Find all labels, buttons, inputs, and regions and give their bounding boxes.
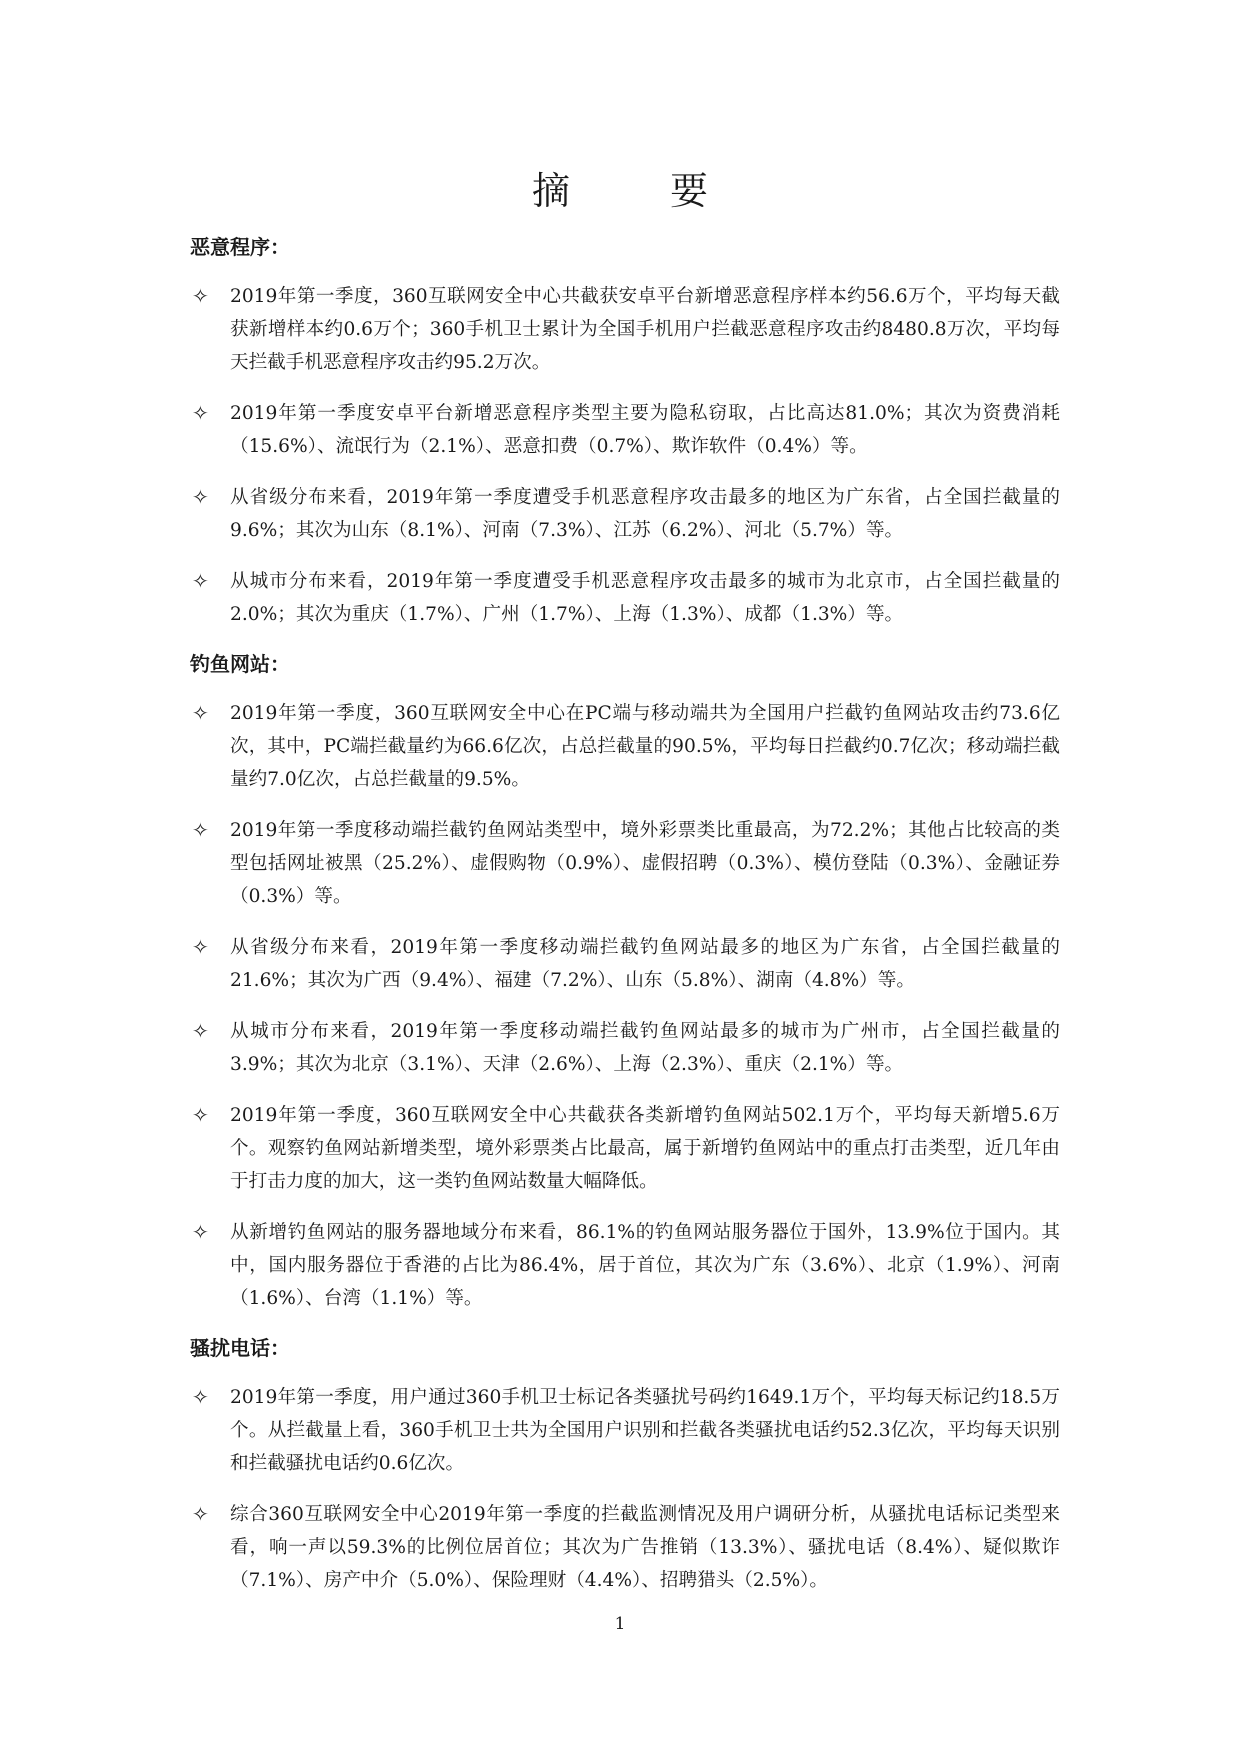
list-item: [190, 1381, 1060, 1480]
section-heading: 钓鱼网站：: [190, 652, 290, 676]
bullet-list: [190, 280, 1060, 631]
bullet-list: [190, 697, 1060, 1315]
list-item: [190, 481, 1060, 547]
diamond-bullet-icon: ✧: [192, 935, 209, 959]
diamond-bullet-icon: ✧: [192, 818, 209, 842]
list-item: [190, 697, 1060, 796]
item-text: 从省级分布来看，2019年第一季度遭受手机恶意程序攻击最多的地区为广东省，占全国拦截量的9.6%；其次为山东（8.1%）、河南（7.3%）、江苏（6.2%）、河北（5.7%）等。: [230, 487, 1060, 541]
section-heading: 骚扰电话：: [190, 1336, 290, 1360]
list-item: [190, 1099, 1060, 1198]
item-text: 2019年第一季度，360互联网安全中心共截获安卓平台新增恶意程序样本约56.6万个，平均每天截获新增样本约0.6万个；360手机卫士累计为全国手机用户拦截恶意程序攻击约8480.8万次，平均每天拦截手机恶意程序攻击约95.2万次。: [230, 286, 1060, 373]
item-text: 2019年第一季度，360互联网安全中心在PC端与移动端共为全国用户拦截钓鱼网站攻击约73.6亿次，其中，PC端拦截量约为66.6亿次，占总拦截量的90.5%，平均每日拦截约0.7亿次；移动端拦截量约7.0亿次，占总拦截量的9.5%。: [230, 703, 1060, 790]
diamond-bullet-icon: ✧: [192, 284, 209, 308]
diamond-bullet-icon: ✧: [192, 401, 209, 425]
list-item: [190, 1216, 1060, 1315]
bullet-list: [190, 1381, 1060, 1597]
item-text: 2019年第一季度移动端拦截钓鱼网站类型中，境外彩票类比重最高，为72.2%；其他占比较高的类型包括网址被黑（25.2%）、虚假购物（0.9%）、虚假招聘（0.3%）、模仿登陆（0.3%）、金融证券（0.3%）等。: [230, 820, 1060, 907]
list-item: [190, 931, 1060, 997]
page-title: 摘 要: [531, 169, 753, 213]
diamond-bullet-icon: ✧: [192, 1103, 209, 1127]
diamond-bullet-icon: ✧: [192, 1385, 209, 1409]
list-item: [190, 280, 1060, 379]
item-text: 综合360互联网安全中心2019年第一季度的拦截监测情况及用户调研分析，从骚扰电话标记类型来看，响一声以59.3%的比例位居首位；其次为广告推销（13.3%）、骚扰电话（8.4%）、疑似欺诈（7.1%）、房产中介（5.0%）、保险理财（4.4%）、招聘猎头（2.5%）。: [230, 1504, 1060, 1591]
list-item: [190, 814, 1060, 913]
list-item: [190, 1015, 1060, 1081]
diamond-bullet-icon: ✧: [192, 1502, 209, 1526]
section-heading: 恶意程序：: [190, 235, 290, 259]
diamond-bullet-icon: ✧: [192, 701, 209, 725]
list-item: [190, 1498, 1060, 1597]
summary-content: [190, 232, 1060, 1615]
item-text: 从城市分布来看，2019年第一季度遭受手机恶意程序攻击最多的城市为北京市，占全国拦截量的2.0%；其次为重庆（1.7%）、广州（1.7%）、上海（1.3%）、成都（1.3%）等。: [230, 571, 1060, 625]
diamond-bullet-icon: ✧: [192, 569, 209, 593]
diamond-bullet-icon: ✧: [192, 1220, 209, 1244]
section-harassment-calls: [190, 1333, 1060, 1597]
item-text: 从城市分布来看，2019年第一季度移动端拦截钓鱼网站最多的城市为广州市，占全国拦截量的3.9%；其次为北京（3.1%）、天津（2.6%）、上海（2.3%）、重庆（2.1%）等。: [230, 1021, 1060, 1075]
diamond-bullet-icon: ✧: [192, 1019, 209, 1043]
page-number: 1: [614, 1614, 626, 1634]
section-phishing: [190, 649, 1060, 1315]
item-text: 从省级分布来看，2019年第一季度移动端拦截钓鱼网站最多的地区为广东省，占全国拦截量的21.6%；其次为广西（9.4%）、福建（7.2%）、山东（5.8%）、湖南（4.8%）等。: [230, 937, 1060, 991]
item-text: 2019年第一季度，用户通过360手机卫士标记各类骚扰号码约1649.1万个，平均每天标记约18.5万个。从拦截量上看，360手机卫士共为全国用户识别和拦截各类骚扰电话约52.3亿次，平均每天识别和拦截骚扰电话约0.6亿次。: [230, 1387, 1060, 1474]
section-malware: [190, 232, 1060, 631]
list-item: [190, 565, 1060, 631]
item-text: 2019年第一季度，360互联网安全中心共截获各类新增钓鱼网站502.1万个，平均每天新增5.6万个。观察钓鱼网站新增类型，境外彩票类占比最高，属于新增钓鱼网站中的重点打击类型，近几年由于打击力度的加大，这一类钓鱼网站数量大幅降低。: [230, 1105, 1060, 1192]
item-text: 2019年第一季度安卓平台新增恶意程序类型主要为隐私窃取，占比高达81.0%；其次为资费消耗（15.6%）、流氓行为（2.1%）、恶意扣费（0.7%）、欺诈软件（0.4%）等。: [230, 403, 1060, 457]
diamond-bullet-icon: ✧: [192, 485, 209, 509]
item-text: 从新增钓鱼网站的服务器地域分布来看，86.1%的钓鱼网站服务器位于国外，13.9%位于国内。其中，国内服务器位于香港的占比为86.4%，居于首位，其次为广东（3.6%）、北京（1.9%）、河南（1.6%）、台湾（1.1%）等。: [230, 1222, 1060, 1309]
list-item: [190, 397, 1060, 463]
